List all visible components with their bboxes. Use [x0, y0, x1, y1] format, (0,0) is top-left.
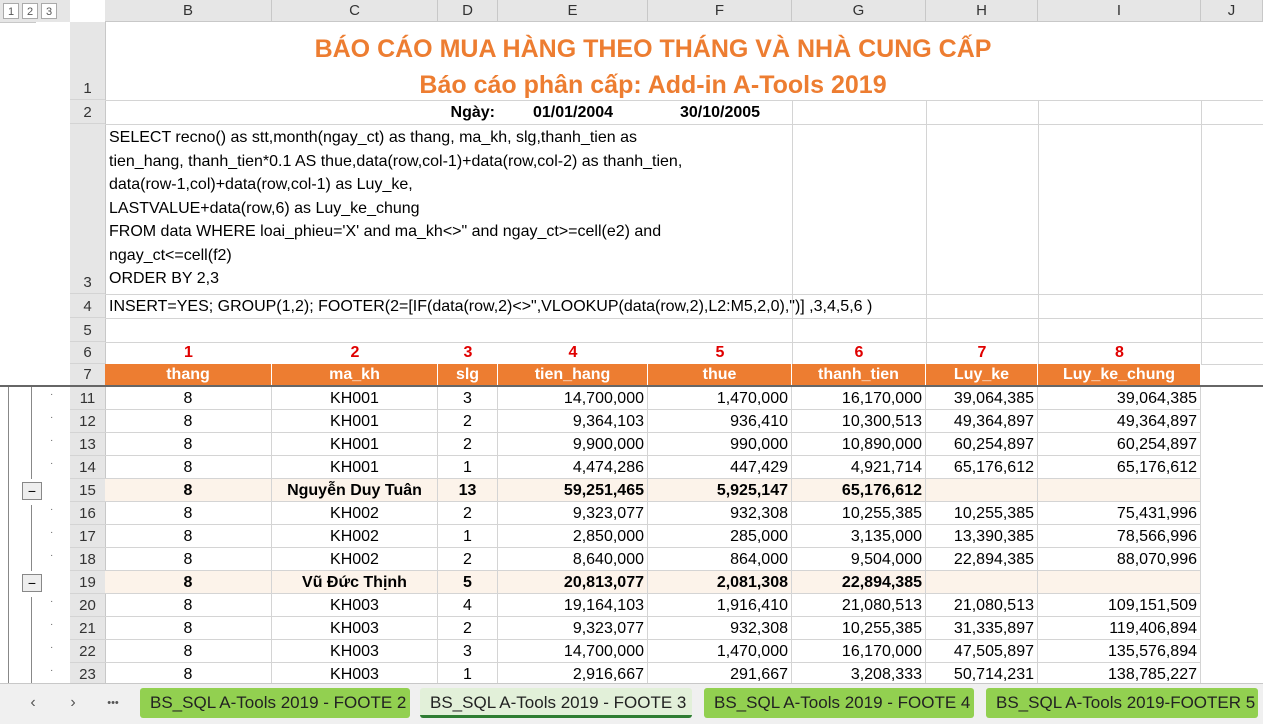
- row-header[interactable]: 11: [70, 387, 105, 410]
- table-cell[interactable]: 75,431,996: [1038, 502, 1201, 525]
- table-cell[interactable]: KH002: [272, 548, 438, 571]
- column-number: 1: [184, 344, 193, 361]
- table-cell[interactable]: 10,255,385: [926, 502, 1038, 525]
- sheet-tab[interactable]: BS_SQL A-Tools 2019 - FOOTE 2: [140, 688, 410, 718]
- table-cell[interactable]: 10,890,000: [792, 433, 926, 456]
- footer-cell[interactable]: 2,081,308: [648, 571, 792, 594]
- table-header-Luy_ke_chung[interactable]: Luy_ke_chung: [1038, 364, 1201, 386]
- footer-cell[interactable]: 8: [105, 571, 272, 594]
- table-cell[interactable]: 8: [105, 640, 272, 663]
- table-cell[interactable]: 16,170,000: [792, 640, 926, 663]
- outline-level-1-button[interactable]: 1: [3, 3, 19, 19]
- table-cell[interactable]: 9,900,000: [498, 433, 648, 456]
- table-cell[interactable]: 3,135,000: [792, 525, 926, 548]
- column-header[interactable]: B: [105, 0, 272, 22]
- date-from[interactable]: 01/01/2004: [532, 104, 614, 121]
- table-cell[interactable]: 39,064,385: [926, 387, 1038, 410]
- table-cell[interactable]: 4: [438, 594, 498, 617]
- row-header[interactable]: 17: [70, 525, 105, 548]
- row-header[interactable]: 6: [70, 342, 105, 364]
- footer-cell[interactable]: Vũ Đức Thịnh: [272, 571, 438, 594]
- footer-cell[interactable]: [1038, 479, 1201, 502]
- table-cell[interactable]: 78,566,996: [1038, 525, 1201, 548]
- table-cell[interactable]: 60,254,897: [926, 433, 1038, 456]
- footer-cell[interactable]: 5,925,147: [648, 479, 792, 502]
- outline-dot: ·: [50, 619, 54, 630]
- collapse-group-button[interactable]: −: [22, 482, 42, 500]
- table-cell[interactable]: 8: [105, 663, 272, 683]
- table-header-tien_hang[interactable]: tien_hang: [498, 364, 648, 386]
- table-cell[interactable]: 119,406,894: [1038, 617, 1201, 640]
- table-cell[interactable]: 14,700,000: [498, 640, 648, 663]
- gridline: [105, 318, 1263, 319]
- table-cell[interactable]: 47,505,897: [926, 640, 1038, 663]
- column-number: 4: [568, 344, 578, 361]
- table-cell[interactable]: 8: [105, 387, 272, 410]
- table-cell[interactable]: 447,429: [648, 456, 792, 479]
- table-cell[interactable]: KH001: [272, 456, 438, 479]
- table-cell[interactable]: 1,470,000: [648, 387, 792, 410]
- gridline: [1038, 100, 1039, 364]
- outline-dot: ·: [50, 435, 54, 446]
- row-header[interactable]: 15: [70, 479, 105, 502]
- table-cell[interactable]: 1: [438, 456, 498, 479]
- table-cell[interactable]: KH001: [272, 433, 438, 456]
- table-cell[interactable]: 2,916,667: [498, 663, 648, 683]
- column-number: 2: [350, 344, 360, 361]
- footer-cell[interactable]: 65,176,612: [792, 479, 926, 502]
- row-header[interactable]: 7: [70, 364, 105, 386]
- table-header-slg[interactable]: slg: [438, 364, 498, 386]
- outline-dot: ·: [50, 458, 54, 469]
- footer-cell[interactable]: Nguyễn Duy Tuân: [272, 479, 438, 502]
- column-header[interactable]: F: [648, 0, 792, 22]
- footer-cell[interactable]: 59,251,465: [498, 479, 648, 502]
- table-cell[interactable]: 8: [105, 502, 272, 525]
- sql-line[interactable]: tien_hang, thanh_tien*0.1 AS thue,data(row,col-1)+data(row,col-2) as thanh_tien,: [109, 152, 683, 170]
- table-cell[interactable]: KH002: [272, 502, 438, 525]
- sheet-tab-active[interactable]: BS_SQL A-Tools 2019 - FOOTE 3: [420, 688, 692, 718]
- outline-dot: ·: [50, 642, 54, 653]
- table-cell[interactable]: 65,176,612: [926, 456, 1038, 479]
- row-header[interactable]: 3: [70, 124, 105, 294]
- column-number: 3: [463, 344, 473, 361]
- table-cell[interactable]: 932,308: [648, 617, 792, 640]
- footer-cell[interactable]: [926, 479, 1038, 502]
- sql-line[interactable]: SELECT recno() as stt,month(ngay_ct) as thang, ma_kh, slg,thanh_tien as: [109, 129, 637, 146]
- footer-cell[interactable]: 5: [438, 571, 498, 594]
- report-title: BÁO CÁO MUA HÀNG THEO THÁNG VÀ NHÀ CUNG CẤP: [314, 35, 992, 63]
- table-cell[interactable]: 21,080,513: [926, 594, 1038, 617]
- outline-bracket: [31, 597, 32, 683]
- row-header[interactable]: 2: [70, 100, 105, 124]
- row-header[interactable]: 14: [70, 456, 105, 479]
- column-number: 6: [854, 344, 864, 361]
- tab-next-button[interactable]: ›: [70, 694, 76, 711]
- column-number: 5: [715, 344, 725, 361]
- sheet-tab[interactable]: BS_SQL A-Tools 2019 - FOOTE 4: [704, 688, 974, 718]
- row-header[interactable]: 21: [70, 617, 105, 640]
- table-cell[interactable]: 2: [438, 617, 498, 640]
- sql-line[interactable]: ngay_ct<=cell(f2): [109, 246, 232, 264]
- table-cell[interactable]: 10,255,385: [792, 502, 926, 525]
- column-header[interactable]: D: [438, 0, 498, 22]
- table-cell[interactable]: 60,254,897: [1038, 433, 1201, 456]
- table-cell[interactable]: 88,070,996: [1038, 548, 1201, 571]
- table-cell[interactable]: 50,714,231: [926, 663, 1038, 683]
- tab-prev-button[interactable]: ‹: [30, 694, 36, 711]
- table-cell[interactable]: 10,255,385: [792, 617, 926, 640]
- footer-cell[interactable]: [926, 571, 1038, 594]
- outline-dot: ·: [50, 412, 54, 423]
- table-cell[interactable]: 49,364,897: [1038, 410, 1201, 433]
- column-header[interactable]: H: [926, 0, 1038, 22]
- table-cell[interactable]: 22,894,385: [926, 548, 1038, 571]
- table-cell[interactable]: 2: [438, 502, 498, 525]
- gridline: [1201, 100, 1202, 364]
- table-header-thue[interactable]: thue: [648, 364, 792, 386]
- table-cell[interactable]: KH003: [272, 640, 438, 663]
- table-cell[interactable]: 285,000: [648, 525, 792, 548]
- sql-line[interactable]: ORDER BY 2,3: [109, 270, 219, 287]
- table-cell[interactable]: 21,080,513: [792, 594, 926, 617]
- column-number: 7: [977, 344, 987, 361]
- table-cell[interactable]: KH001: [272, 387, 438, 410]
- row-header[interactable]: 18: [70, 548, 105, 571]
- table-cell[interactable]: 8: [105, 433, 272, 456]
- table-cell[interactable]: 31,335,897: [926, 617, 1038, 640]
- table-cell[interactable]: 8: [105, 456, 272, 479]
- outline-dot: ·: [50, 504, 54, 515]
- column-header[interactable]: G: [792, 0, 926, 22]
- outline-dot: ·: [50, 527, 54, 538]
- gridline: [105, 294, 1263, 295]
- table-cell[interactable]: 39,064,385: [1038, 387, 1201, 410]
- report-subtitle: Báo cáo phân cấp: Add-in A-Tools 2019: [419, 71, 887, 99]
- table-cell[interactable]: 8: [105, 548, 272, 571]
- table-header-thang[interactable]: thang: [105, 364, 272, 386]
- table-cell[interactable]: 9,323,077: [498, 617, 648, 640]
- gridline: [926, 100, 927, 364]
- footer-cell[interactable]: 8: [105, 479, 272, 502]
- table-cell[interactable]: 14,700,000: [498, 387, 648, 410]
- sql-line[interactable]: FROM data WHERE loai_phieu='X' and ma_kh<>" and ngay_ct>=cell(e2) and: [109, 223, 662, 240]
- outline-dot: ·: [50, 550, 54, 561]
- sheet-tab-bar: [0, 683, 1263, 724]
- row-header[interactable]: 20: [70, 594, 105, 617]
- table-cell[interactable]: 1,916,410: [648, 594, 792, 617]
- table-header-thanh_tien[interactable]: thanh_tien: [792, 364, 926, 386]
- table-cell[interactable]: 19,164,103: [498, 594, 648, 617]
- table-cell[interactable]: 2: [438, 548, 498, 571]
- sql-line[interactable]: data(row-1,col)+data(row,col-1) as Luy_ke,: [109, 176, 413, 193]
- table-cell[interactable]: 8: [105, 594, 272, 617]
- table-cell[interactable]: 932,308: [648, 502, 792, 525]
- outline-bracket: [31, 387, 32, 479]
- footer-cell[interactable]: 20,813,077: [498, 571, 648, 594]
- table-cell[interactable]: 3: [438, 640, 498, 663]
- outline-bracket: [31, 505, 32, 571]
- sheet-tab[interactable]: BS_SQL A-Tools 2019-FOOTER 5: [986, 688, 1258, 718]
- table-cell[interactable]: 1: [438, 525, 498, 548]
- table-cell[interactable]: 936,410: [648, 410, 792, 433]
- table-cell[interactable]: 4,474,286: [498, 456, 648, 479]
- table-cell[interactable]: 3,208,333: [792, 663, 926, 683]
- insert-directive[interactable]: INSERT=YES; GROUP(1,2); FOOTER(2=[IF(data(row,2)<>",VLOOKUP(data(row,2),L2:M5,2,0),")] ,3,4,5,6 ): [109, 298, 873, 315]
- table-cell[interactable]: 4,921,714: [792, 456, 926, 479]
- outline-bracket: [8, 387, 9, 683]
- row-header[interactable]: 4: [70, 294, 105, 318]
- row-header[interactable]: 19: [70, 571, 105, 594]
- table-cell[interactable]: 8: [105, 617, 272, 640]
- gridline: [105, 124, 1263, 125]
- table-cell[interactable]: 9,364,103: [498, 410, 648, 433]
- outline-level-3-button[interactable]: 3: [41, 3, 57, 19]
- table-cell[interactable]: 291,667: [648, 663, 792, 683]
- date-to[interactable]: 30/10/2005: [679, 104, 761, 121]
- table-cell[interactable]: 3: [438, 387, 498, 410]
- table-cell[interactable]: 49,364,897: [926, 410, 1038, 433]
- column-header[interactable]: J: [1201, 0, 1263, 22]
- table-cell[interactable]: KH002: [272, 525, 438, 548]
- row-header[interactable]: 13: [70, 433, 105, 456]
- sql-line[interactable]: LASTVALUE+data(row,6) as Luy_ke_chung: [109, 199, 420, 217]
- table-cell[interactable]: 10,300,513: [792, 410, 926, 433]
- table-cell[interactable]: 109,151,509: [1038, 594, 1201, 617]
- table-cell[interactable]: 1: [438, 663, 498, 683]
- tab-more-button[interactable]: •••: [107, 697, 119, 709]
- row-header[interactable]: 12: [70, 410, 105, 433]
- footer-cell[interactable]: 22,894,385: [792, 571, 926, 594]
- row-header[interactable]: 23: [70, 663, 105, 683]
- row-header[interactable]: 22: [70, 640, 105, 663]
- table-cell[interactable]: KH003: [272, 663, 438, 683]
- outline-dot: ·: [50, 596, 54, 607]
- table-cell[interactable]: KH003: [272, 617, 438, 640]
- table-cell[interactable]: 13,390,385: [926, 525, 1038, 548]
- table-cell[interactable]: 138,785,227: [1038, 663, 1201, 683]
- table-cell[interactable]: 9,504,000: [792, 548, 926, 571]
- row-header[interactable]: 1: [70, 22, 105, 100]
- table-cell[interactable]: 2,850,000: [498, 525, 648, 548]
- table-cell[interactable]: 1,470,000: [648, 640, 792, 663]
- table-header-ma_kh[interactable]: ma_kh: [272, 364, 438, 386]
- table-cell[interactable]: 16,170,000: [792, 387, 926, 410]
- outline-dot: ·: [50, 389, 54, 400]
- table-cell[interactable]: 2: [438, 410, 498, 433]
- table-cell[interactable]: 8: [105, 525, 272, 548]
- column-number: 8: [1115, 344, 1124, 361]
- table-cell[interactable]: 9,323,077: [498, 502, 648, 525]
- table-cell[interactable]: 65,176,612: [1038, 456, 1201, 479]
- outline-level-bar: [0, 0, 70, 22]
- outline-dot: ·: [50, 665, 54, 676]
- table-cell[interactable]: 2: [438, 433, 498, 456]
- table-cell[interactable]: KH003: [272, 594, 438, 617]
- row-header[interactable]: 5: [70, 318, 105, 342]
- outline-level-2-button[interactable]: 2: [22, 3, 38, 19]
- footer-cell[interactable]: 13: [438, 479, 498, 502]
- collapse-group-button[interactable]: −: [22, 574, 42, 592]
- table-cell[interactable]: KH001: [272, 410, 438, 433]
- date-label: Ngày:: [450, 104, 495, 121]
- table-cell[interactable]: 8: [105, 410, 272, 433]
- column-header[interactable]: C: [272, 0, 438, 22]
- table-cell[interactable]: 990,000: [648, 433, 792, 456]
- row-header[interactable]: 16: [70, 502, 105, 525]
- column-header[interactable]: E: [498, 0, 648, 22]
- table-header-Luy_ke[interactable]: Luy_ke: [926, 364, 1038, 386]
- table-cell[interactable]: 864,000: [648, 548, 792, 571]
- table-cell[interactable]: 8,640,000: [498, 548, 648, 571]
- footer-cell[interactable]: [1038, 571, 1201, 594]
- column-header[interactable]: I: [1038, 0, 1201, 22]
- table-cell[interactable]: 135,576,894: [1038, 640, 1201, 663]
